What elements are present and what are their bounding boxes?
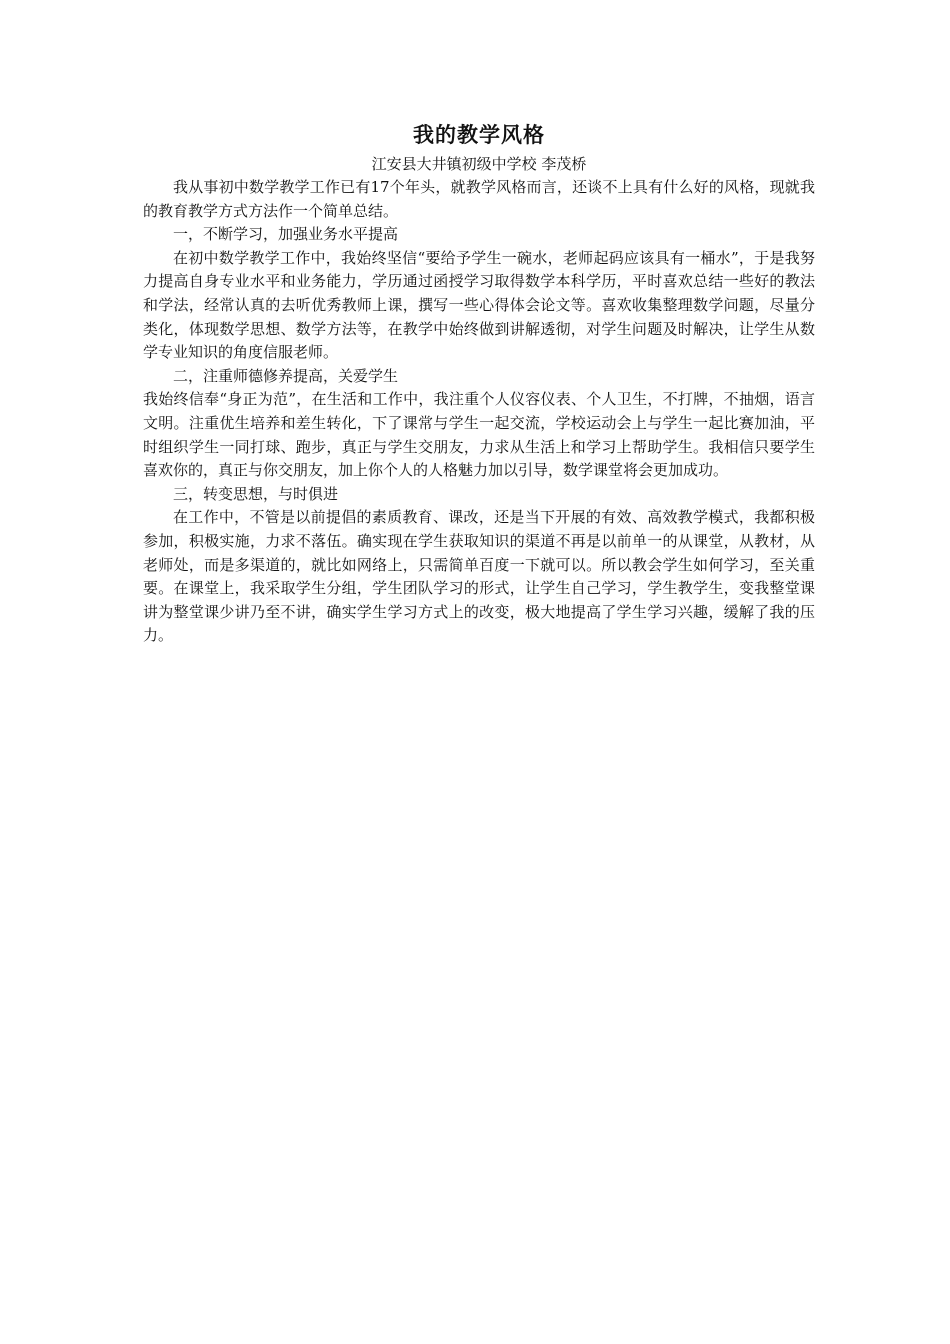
section-heading-2: 二，注重师德修养提高，关爱学生 [173, 366, 399, 385]
section-heading-3: 三，转变思想，与时俱进 [173, 484, 339, 503]
intro-paragraph: 我从事初中数学教学工作已有17个年头，就教学风格而言，还谈不上具有什么好的风格，现就我的教育教学方式方法作一个简单总结。 [143, 178, 815, 220]
section-1-paragraph: 在初中数学教学工作中，我始终坚信“要给予学生一碗水，老师起码应该具有一桶水”，于是我努力提高自身专业水平和业务能力，学历通过函授学习取得数学本科学历，平时喜欢总结一些好的教法和学法，经常认真的去听优秀教师上课，撰写一些心得体会论文等。喜欢收集整理数学问题，尽量分类化，体现数学思想、数学方法等，在教学中始终做到讲解透彻，对学生问题及时解决，让学生从数学专业知识的角度信服老师。 [143, 248, 815, 362]
section-2-paragraph: 我始终信奉“身正为范”，在生活和工作中，我注重个人仪容仪表、个人卫生，不打牌，不抽烟，语言文明。注重优生培养和差生转化，下了课常与学生一起交流，学校运动会上与学生一起比赛加油，平时组织学生一同打球、跑步，真正与学生交朋友，力求从生活上和学习上帮助学生。我相信只要学生喜欢你的，真正与你交朋友，加上你个人的人格魅力加以引导，数学课堂将会更加成功。 [143, 390, 815, 480]
document-page [143, 118, 815, 648]
section-heading-1: 一，不断学习，加强业务水平提高 [173, 225, 399, 244]
section-3-paragraph: 在工作中，不管是以前提倡的素质教育、课改，还是当下开展的有效、高效教学模式，我都积极参加，积极实施，力求不落伍。确实现在学生获取知识的渠道不再是以前单一的从课堂，从教材，从老师处，而是多渠道的，就比如网络上，只需简单百度一下就可以。所以教会学生如何学习，至关重要。在课堂上，我采取学生分组，学生团队学习的形式，让学生自己学习，学生教学生，变我整堂课讲为整堂课少讲乃至不讲，确实学生学习方式上的改变，极大地提高了学生学习兴趣，缓解了我的压力。 [143, 508, 815, 645]
author-byline: 江安县大井镇初级中学校 李茂桥 [371, 155, 587, 173]
document-title: 我的教学风格 [413, 122, 545, 147]
